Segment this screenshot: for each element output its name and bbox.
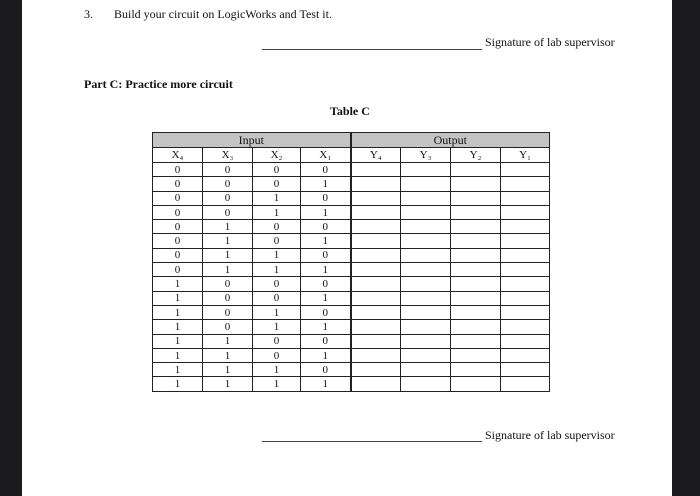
output-cell[interactable] (401, 377, 451, 391)
output-cell[interactable] (401, 277, 451, 291)
input-header-cell: X₃ (203, 148, 253, 163)
input-cell: 0 (153, 220, 203, 234)
input-cell: 1 (203, 363, 253, 377)
output-cell[interactable] (351, 163, 401, 177)
input-cell: 1 (301, 234, 351, 248)
output-cell[interactable] (401, 220, 451, 234)
output-cell[interactable] (351, 277, 401, 291)
input-cell: 1 (253, 363, 301, 377)
output-cell[interactable] (501, 377, 550, 391)
output-cell[interactable] (401, 234, 451, 248)
output-header-cell: Y₁ (501, 148, 550, 163)
step-number: 3. (84, 7, 93, 21)
group-header-row (153, 133, 550, 148)
input-cell: 0 (301, 191, 351, 205)
output-cell[interactable] (501, 248, 550, 262)
input-cell: 1 (301, 205, 351, 219)
input-cell: 1 (253, 377, 301, 391)
output-group-header: Output (351, 133, 550, 148)
output-cell[interactable] (451, 334, 501, 348)
output-cell[interactable] (451, 277, 501, 291)
input-cell: 1 (153, 291, 203, 305)
output-cell[interactable] (351, 348, 401, 362)
output-cell[interactable] (351, 363, 401, 377)
output-cell[interactable] (451, 291, 501, 305)
input-cell: 1 (301, 320, 351, 334)
input-cell: 0 (203, 277, 253, 291)
output-cell[interactable] (501, 205, 550, 219)
table-row (153, 320, 550, 334)
signature-label-bottom: Signature of lab supervisor (485, 428, 615, 442)
input-cell: 0 (253, 291, 301, 305)
signature-line-bottom[interactable] (262, 441, 482, 442)
output-cell[interactable] (501, 163, 550, 177)
output-cell[interactable] (401, 191, 451, 205)
input-cell: 1 (153, 363, 203, 377)
table-row (153, 377, 550, 391)
input-cell: 0 (203, 291, 253, 305)
table-row (153, 248, 550, 262)
input-group-header: Input (153, 133, 351, 148)
output-header-cell: Y₂ (451, 148, 501, 163)
output-cell[interactable] (501, 334, 550, 348)
output-cell[interactable] (401, 305, 451, 319)
input-cell: 0 (153, 234, 203, 248)
output-cell[interactable] (401, 334, 451, 348)
output-cell[interactable] (351, 377, 401, 391)
input-cell: 0 (253, 220, 301, 234)
input-cell: 1 (203, 334, 253, 348)
input-cell: 0 (153, 248, 203, 262)
input-cell: 0 (301, 277, 351, 291)
input-cell: 0 (153, 163, 203, 177)
output-cell[interactable] (351, 320, 401, 334)
input-cell: 0 (301, 334, 351, 348)
output-cell[interactable] (351, 177, 401, 191)
output-cell[interactable] (351, 305, 401, 319)
table-row (153, 263, 550, 277)
output-cell[interactable] (451, 363, 501, 377)
signature-label-top: Signature of lab supervisor (485, 35, 615, 49)
table-row (153, 334, 550, 348)
input-cell: 0 (253, 163, 301, 177)
output-cell[interactable] (451, 234, 501, 248)
input-cell: 1 (253, 263, 301, 277)
part-title: Part C: Practice more circuit (84, 77, 233, 91)
table-row (153, 205, 550, 219)
table-row (153, 305, 550, 319)
input-cell: 1 (153, 377, 203, 391)
output-cell[interactable] (451, 248, 501, 262)
input-cell: 1 (253, 205, 301, 219)
output-cell[interactable] (451, 191, 501, 205)
output-cell[interactable] (451, 205, 501, 219)
input-cell: 0 (253, 234, 301, 248)
table-row (153, 277, 550, 291)
input-cell: 0 (253, 177, 301, 191)
input-cell: 1 (253, 191, 301, 205)
output-cell[interactable] (351, 248, 401, 262)
input-cell: 0 (253, 334, 301, 348)
output-cell[interactable] (501, 277, 550, 291)
output-cell[interactable] (351, 234, 401, 248)
output-cell[interactable] (451, 320, 501, 334)
output-cell[interactable] (451, 263, 501, 277)
input-cell: 1 (153, 334, 203, 348)
worksheet-page (22, 0, 672, 496)
output-cell[interactable] (501, 177, 550, 191)
column-header-row (153, 148, 550, 163)
output-cell[interactable] (401, 177, 451, 191)
input-cell: 1 (203, 220, 253, 234)
input-cell: 1 (153, 277, 203, 291)
input-header-cell: X₂ (253, 148, 301, 163)
input-cell: 1 (253, 305, 301, 319)
input-cell: 1 (153, 348, 203, 362)
input-cell: 1 (253, 320, 301, 334)
output-cell[interactable] (401, 248, 451, 262)
output-cell[interactable] (351, 191, 401, 205)
output-cell[interactable] (451, 348, 501, 362)
output-cell[interactable] (401, 348, 451, 362)
output-cell[interactable] (351, 291, 401, 305)
table-caption: Table C (330, 104, 370, 118)
input-cell: 0 (153, 177, 203, 191)
input-cell: 0 (203, 191, 253, 205)
input-cell: 0 (301, 363, 351, 377)
input-cell: 0 (301, 248, 351, 262)
input-cell: 1 (301, 377, 351, 391)
table-row (153, 163, 550, 177)
output-header-cell: Y₃ (401, 148, 451, 163)
output-cell[interactable] (351, 220, 401, 234)
table-row (153, 220, 550, 234)
input-cell: 1 (203, 234, 253, 248)
output-cell[interactable] (501, 291, 550, 305)
output-cell[interactable] (501, 234, 550, 248)
table-row (153, 291, 550, 305)
input-cell: 1 (203, 377, 253, 391)
output-header-cell: Y₄ (351, 148, 401, 163)
input-cell: 1 (253, 248, 301, 262)
output-cell[interactable] (501, 363, 550, 377)
step-text: Build your circuit on LogicWorks and Test it. (114, 7, 332, 21)
output-cell[interactable] (401, 363, 451, 377)
input-cell: 1 (301, 263, 351, 277)
output-cell[interactable] (501, 348, 550, 362)
output-cell[interactable] (401, 163, 451, 177)
input-cell: 1 (153, 305, 203, 319)
input-cell: 0 (203, 205, 253, 219)
input-cell: 0 (203, 163, 253, 177)
input-cell: 0 (253, 348, 301, 362)
output-cell[interactable] (451, 305, 501, 319)
table-row (153, 234, 550, 248)
output-cell[interactable] (501, 320, 550, 334)
output-cell[interactable] (501, 220, 550, 234)
table-row (153, 363, 550, 377)
output-cell[interactable] (501, 263, 550, 277)
input-cell: 1 (301, 348, 351, 362)
output-cell[interactable] (351, 334, 401, 348)
table-row (153, 348, 550, 362)
input-cell: 0 (203, 320, 253, 334)
input-cell: 0 (253, 277, 301, 291)
input-cell: 1 (203, 348, 253, 362)
output-cell[interactable] (451, 220, 501, 234)
signature-line-top[interactable] (262, 49, 482, 50)
input-cell: 1 (153, 320, 203, 334)
input-header-cell: X₄ (153, 148, 203, 163)
output-cell[interactable] (501, 305, 550, 319)
input-cell: 0 (301, 305, 351, 319)
input-cell: 0 (153, 191, 203, 205)
input-cell: 1 (301, 177, 351, 191)
input-cell: 0 (301, 220, 351, 234)
input-cell: 1 (301, 291, 351, 305)
input-cell: 0 (203, 177, 253, 191)
table-row (153, 191, 550, 205)
output-cell[interactable] (351, 263, 401, 277)
input-cell: 0 (301, 163, 351, 177)
step-instruction (84, 7, 332, 22)
output-cell[interactable] (351, 205, 401, 219)
table-row (153, 177, 550, 191)
output-cell[interactable] (401, 320, 451, 334)
input-header-cell: X₁ (301, 148, 351, 163)
output-cell[interactable] (451, 163, 501, 177)
input-cell: 1 (203, 263, 253, 277)
output-cell[interactable] (401, 263, 451, 277)
output-cell[interactable] (451, 377, 501, 391)
output-cell[interactable] (401, 205, 451, 219)
truth-table (152, 132, 550, 392)
input-cell: 0 (153, 205, 203, 219)
output-cell[interactable] (451, 177, 501, 191)
input-cell: 0 (153, 263, 203, 277)
input-cell: 1 (203, 248, 253, 262)
output-cell[interactable] (501, 191, 550, 205)
output-cell[interactable] (401, 291, 451, 305)
input-cell: 0 (203, 305, 253, 319)
